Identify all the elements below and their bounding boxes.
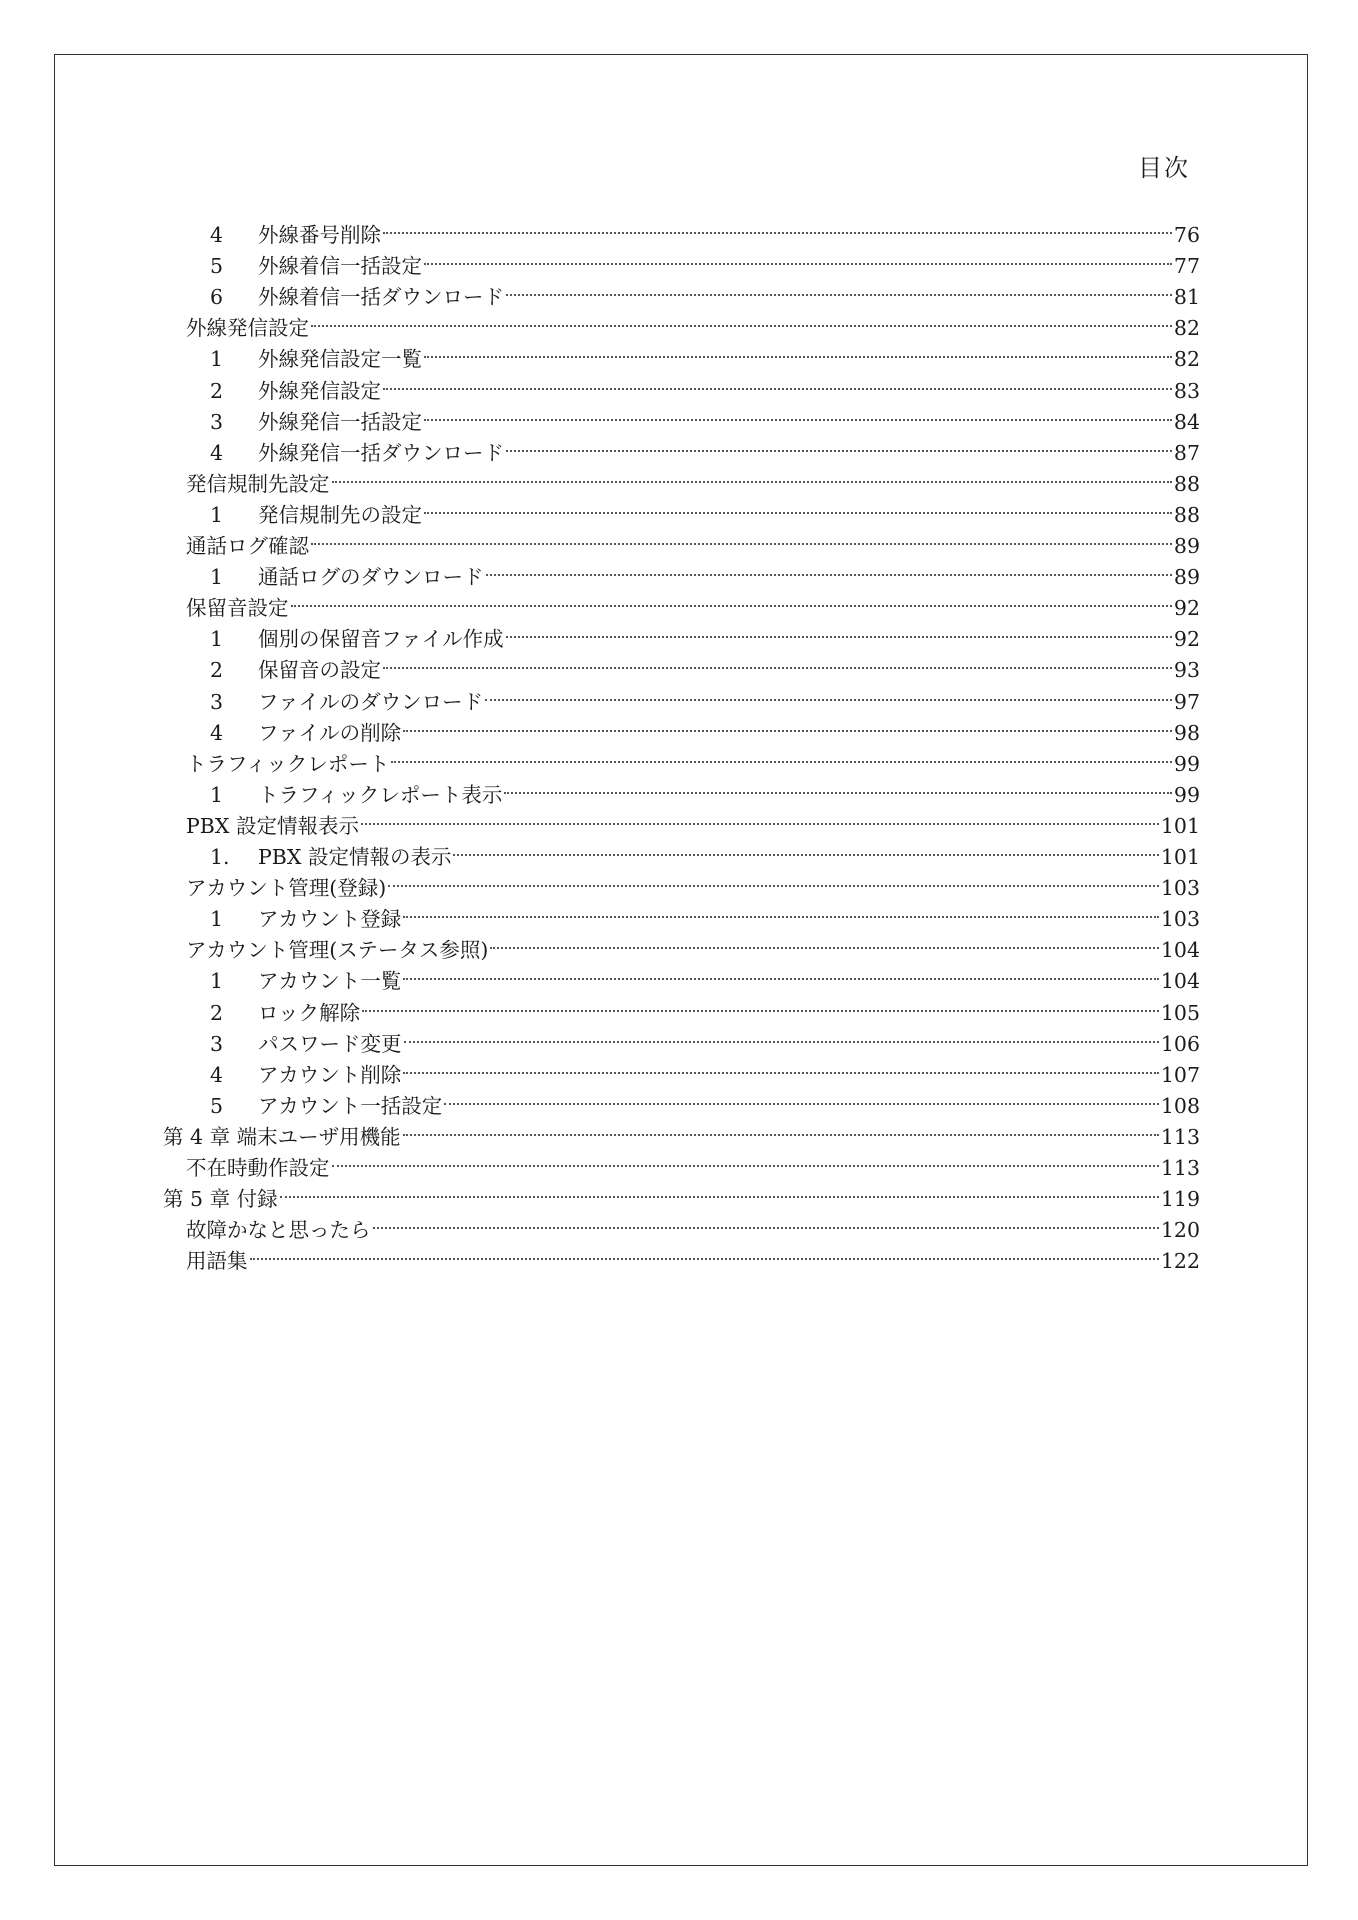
toc-entry-page-number: 103 [1160, 876, 1200, 900]
toc-entry[interactable] [186, 1237, 1200, 1273]
toc-dot-leader [403, 1113, 1159, 1144]
toc-entry-number: 4 [210, 721, 224, 745]
toc-entry-page-number: 99 [1173, 752, 1200, 776]
toc-entry-label: ファイルの削除 [258, 721, 402, 745]
toc-entry-label: 保留音設定 [186, 596, 289, 620]
toc-entry[interactable] [186, 522, 1200, 558]
toc-dot-leader [403, 957, 1159, 988]
toc-entry-page-number: 103 [1160, 907, 1200, 931]
toc-entry[interactable] [210, 771, 1200, 807]
toc-entry[interactable] [186, 740, 1200, 776]
toc-entry-page-number: 82 [1173, 347, 1200, 371]
toc-entry[interactable] [186, 1144, 1200, 1180]
toc-entry-label: 外線発信設定 [186, 316, 309, 340]
toc-dot-leader [362, 989, 1159, 1020]
toc-entry-number: 1 [210, 347, 224, 371]
toc-entry[interactable] [210, 491, 1200, 527]
toc-entry-number: 2 [210, 379, 224, 403]
toc-entry-page-number: 101 [1160, 845, 1200, 869]
toc-dot-leader [280, 1175, 1159, 1206]
toc-entry[interactable] [210, 335, 1200, 371]
toc-entry-page-number: 83 [1173, 379, 1200, 403]
toc-dot-leader [291, 584, 1172, 615]
toc-entry-page-number: 88 [1173, 503, 1200, 527]
toc-entry[interactable] [210, 957, 1200, 993]
toc-entry[interactable] [210, 242, 1200, 278]
toc-entry-label: PBX 設定情報表示 [186, 814, 359, 838]
toc-dot-leader [383, 367, 1172, 398]
toc-dot-leader [361, 802, 1159, 833]
toc-entry-label: 外線発信一括ダウンロード [258, 441, 504, 465]
toc-entry-label: ロック解除 [258, 1001, 361, 1025]
toc-dot-leader [403, 895, 1159, 926]
toc-entry-number: 4 [210, 441, 224, 465]
toc-entry-label: アカウント一括設定 [258, 1094, 443, 1118]
toc-entry-number: 5 [210, 1094, 224, 1118]
toc-entry-number: 1 [210, 783, 224, 807]
toc-dot-leader [332, 1144, 1159, 1175]
toc-entry[interactable] [186, 1206, 1200, 1242]
toc-entry[interactable] [210, 1051, 1200, 1087]
toc-entry-page-number: 120 [1160, 1218, 1200, 1242]
toc-entry-label: トラフィックレポート表示 [258, 783, 503, 807]
toc-entry-page-number: 104 [1160, 969, 1200, 993]
toc-entry[interactable] [210, 398, 1200, 434]
toc-entry-label: アカウント削除 [258, 1063, 402, 1087]
toc-dot-leader [424, 242, 1172, 273]
toc-entry-page-number: 84 [1173, 410, 1200, 434]
toc-dot-leader [424, 398, 1172, 429]
toc-entry-page-number: 119 [1160, 1187, 1200, 1211]
toc-entry-label: パスワード変更 [258, 1032, 402, 1056]
toc-dot-leader [453, 833, 1158, 864]
toc-entry-page-number: 82 [1173, 316, 1200, 340]
toc-entry-number: 1 [210, 503, 224, 527]
toc-dot-leader [504, 771, 1172, 802]
toc-entry-number: 1 [210, 969, 224, 993]
toc-entry[interactable] [210, 367, 1200, 403]
toc-entry-number: 1 [210, 627, 224, 651]
toc-entry[interactable] [210, 895, 1200, 931]
toc-dot-leader [485, 678, 1172, 709]
toc-dot-leader [373, 1206, 1159, 1237]
toc-dot-leader [506, 615, 1172, 646]
toc-entry[interactable] [163, 1113, 1200, 1149]
toc-entry[interactable] [186, 926, 1200, 962]
toc-entry-label: 外線発信一括設定 [258, 410, 422, 434]
toc-dot-leader [383, 211, 1172, 242]
toc-dot-leader [490, 926, 1158, 957]
toc-entry-label: 発信規制先の設定 [258, 503, 422, 527]
toc-entry-label: 外線着信一括設定 [258, 254, 422, 278]
toc-entry[interactable] [163, 1175, 1200, 1211]
toc-entry[interactable] [186, 460, 1200, 496]
toc-dot-leader [444, 1082, 1159, 1113]
toc-entry-page-number: 77 [1173, 254, 1200, 278]
toc-entry-label: 用語集 [186, 1249, 248, 1273]
toc-entry-page-number: 104 [1160, 938, 1200, 962]
toc-entry-number: 4 [210, 1063, 224, 1087]
toc-entry-page-number: 107 [1160, 1063, 1200, 1087]
toc-entry-number: 5 [210, 254, 224, 278]
toc-entry-page-number: 108 [1160, 1094, 1200, 1118]
toc-entry-page-number: 97 [1173, 690, 1200, 714]
toc-entry-page-number: 101 [1160, 814, 1200, 838]
toc-entry-number: 4 [210, 223, 224, 247]
toc-entry-page-number: 93 [1173, 658, 1200, 682]
toc-entry[interactable] [210, 429, 1200, 465]
toc-entry-number: 2 [210, 1001, 224, 1025]
toc-entry-number: 1 [210, 907, 224, 931]
toc-entry[interactable] [186, 304, 1200, 340]
toc-entry-label: アカウント管理(ステータス参照) [186, 938, 489, 962]
toc-entry-label: アカウント管理(登録) [186, 876, 387, 900]
toc-entry-label: ファイルのダウンロード [258, 690, 484, 714]
toc-entry-label: 発信規制先設定 [186, 472, 330, 496]
toc-entry-label: 外線発信設定 [258, 379, 381, 403]
toc-entry-label: 第 4 章 端末ユーザ用機能 [163, 1125, 401, 1149]
toc-dot-leader [388, 864, 1159, 895]
toc-entry-label: アカウント登録 [258, 907, 402, 931]
toc-dot-leader [311, 522, 1172, 553]
toc-entry-page-number: 81 [1173, 285, 1200, 309]
toc-dot-leader [424, 335, 1172, 366]
toc-entry-label: 外線番号削除 [258, 223, 381, 247]
toc-entry-page-number: 99 [1173, 783, 1200, 807]
toc-entry[interactable] [210, 678, 1200, 714]
toc-entry-label: 保留音の設定 [258, 658, 381, 682]
toc-entry-page-number: 122 [1160, 1249, 1200, 1273]
toc-entry[interactable] [186, 584, 1200, 620]
toc-entry[interactable] [210, 833, 1200, 869]
toc-entry[interactable] [210, 273, 1200, 309]
toc-entry[interactable] [210, 646, 1200, 682]
toc-entry[interactable] [210, 1020, 1200, 1056]
toc-entry-number: 3 [210, 690, 224, 714]
toc-entry-number: 1 [210, 565, 224, 589]
toc-entry-page-number: 113 [1160, 1156, 1200, 1180]
toc-entry[interactable] [210, 709, 1200, 745]
toc-entry-number: 6 [210, 285, 224, 309]
toc-entry-page-number: 92 [1173, 627, 1200, 651]
toc-entry-label: 通話ログ確認 [186, 534, 309, 558]
toc-entry-page-number: 89 [1173, 565, 1200, 589]
toc-dot-leader [486, 553, 1172, 584]
toc-entry-number: 1. [210, 845, 230, 869]
toc-dot-leader [250, 1237, 1159, 1268]
toc-entry-page-number: 105 [1160, 1001, 1200, 1025]
toc-entry[interactable] [210, 615, 1200, 651]
toc-entry-page-number: 88 [1173, 472, 1200, 496]
toc-dot-leader [311, 304, 1172, 335]
toc-entry-page-number: 113 [1160, 1125, 1200, 1149]
toc-entry-label: 個別の保留音ファイル作成 [258, 627, 504, 651]
toc-entry-page-number: 92 [1173, 596, 1200, 620]
toc-entry[interactable] [210, 553, 1200, 589]
toc-dot-leader [424, 491, 1172, 522]
toc-entry-page-number: 106 [1160, 1032, 1200, 1056]
toc-entry-label: PBX 設定情報の表示 [258, 845, 452, 869]
toc-dot-leader [391, 740, 1172, 771]
toc-dot-leader [403, 709, 1172, 740]
toc-dot-leader [506, 429, 1172, 460]
toc-entry-label: 通話ログのダウンロード [258, 565, 484, 589]
toc-entry-label: 第 5 章 付録 [163, 1187, 278, 1211]
toc-entry[interactable] [210, 211, 1200, 247]
toc-dot-leader [404, 1020, 1159, 1051]
toc-entry[interactable] [186, 802, 1200, 838]
toc-entry-page-number: 89 [1173, 534, 1200, 558]
toc-entry-label: 不在時動作設定 [186, 1156, 330, 1180]
toc-entry[interactable] [210, 989, 1200, 1025]
toc-entry-page-number: 87 [1173, 441, 1200, 465]
toc-entry[interactable] [210, 1082, 1200, 1118]
toc-entry-label: トラフィックレポート [186, 752, 390, 776]
toc-entry-label: 故障かなと思ったら [186, 1218, 371, 1242]
toc-entry-label: 外線着信一括ダウンロード [258, 285, 504, 309]
toc-dot-leader [383, 646, 1172, 677]
page-header-title: 目次 [1138, 154, 1190, 182]
toc-entry-number: 3 [210, 410, 224, 434]
toc-entry[interactable] [186, 864, 1200, 900]
toc-entry-label: 外線発信設定一覧 [258, 347, 422, 371]
toc-entry-page-number: 76 [1173, 223, 1200, 247]
toc-entry-number: 2 [210, 658, 224, 682]
toc-entry-number: 3 [210, 1032, 224, 1056]
toc-entry-page-number: 98 [1173, 721, 1200, 745]
toc-dot-leader [332, 460, 1172, 491]
toc-dot-leader [403, 1051, 1159, 1082]
toc-dot-leader [506, 273, 1172, 304]
toc-entry-label: アカウント一覧 [258, 969, 402, 993]
